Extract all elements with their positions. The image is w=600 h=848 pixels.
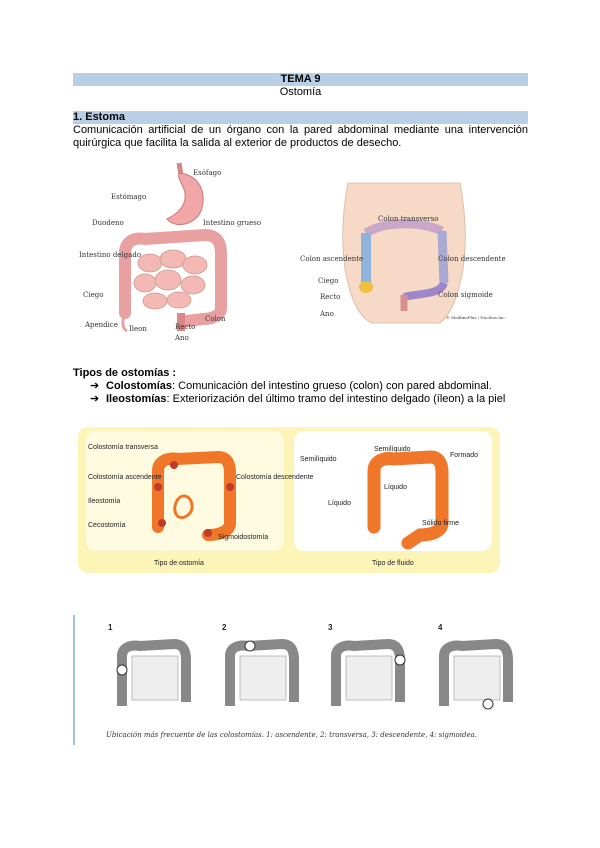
- svg-text:Colostomía transversa: Colostomía transversa: [88, 444, 159, 451]
- svg-text:Duodeno: Duodeno: [92, 219, 124, 227]
- svg-text:Recto: Recto: [175, 323, 196, 331]
- svg-text:Ileostomía: Ileostomía: [88, 498, 121, 505]
- svg-text:Cecostomía: Cecostomía: [88, 522, 126, 529]
- location-panel-2: [222, 623, 294, 706]
- svg-text:Sigmoidostomía: Sigmoidostomía: [218, 534, 269, 541]
- svg-text:Ciego: Ciego: [83, 291, 104, 299]
- svg-text:Colon ascendente: Colon ascendente: [300, 255, 364, 263]
- svg-text:Sólido firme: Sólido firme: [422, 520, 459, 527]
- digestive-system-figure: [75, 163, 262, 345]
- tipos-heading: Tipos de ostomías :: [73, 367, 177, 379]
- page-title: TEMA 9: [280, 73, 321, 85]
- svg-text:© MedlinePlus / Nucleus Inc.: © MedlinePlus / Nucleus Inc.: [446, 315, 506, 320]
- svg-text:Ano: Ano: [320, 310, 334, 318]
- svg-text:1: 1: [108, 623, 113, 632]
- svg-text:Ileon: Ileon: [129, 325, 147, 333]
- locations-caption: Ubicación más frecuente de las colostomías. 1: ascendente, 2: transversa, 3: descendente, 4: sigmoidea.: [106, 731, 478, 739]
- svg-text:4: 4: [438, 623, 443, 632]
- colon-illustration: [343, 183, 466, 323]
- svg-text:Ciego: Ciego: [318, 277, 339, 285]
- svg-text:Estómago: Estómago: [111, 193, 147, 201]
- svg-text:Colostomía ascendente: Colostomía ascendente: [88, 474, 162, 481]
- ostomy-caption-left: Tipo de ostomía: [154, 560, 204, 567]
- svg-text:Intestino grueso: Intestino grueso: [203, 219, 262, 227]
- svg-text:Colon sigmoide: Colon sigmoide: [438, 291, 493, 299]
- section-paragraph: Comunicación artificial de un órgano con la pared abdominal mediante una intervención quirúrgica que facilita la salida al exterior de productos de desecho.: [73, 124, 528, 149]
- svg-text:Formado: Formado: [450, 452, 479, 459]
- colostomy-locations-figure: [100, 620, 525, 746]
- page-subtitle: Ostomía: [279, 86, 322, 98]
- figure-left-rule: [73, 615, 75, 745]
- svg-text:Colon: Colon: [205, 315, 226, 323]
- svg-text:Ano: Ano: [175, 334, 189, 342]
- location-panel-3: [328, 623, 405, 706]
- arrow-icon: ➔: [90, 393, 100, 405]
- svg-text:Intestino delgado: Intestino delgado: [79, 251, 142, 259]
- section-heading: 1. Estoma: [73, 111, 125, 123]
- svg-text:Colon descendente: Colon descendente: [438, 255, 506, 263]
- svg-text:2: 2: [222, 623, 227, 632]
- svg-text:Semilíquido: Semilíquido: [374, 446, 411, 453]
- list-item: ➔ Colostomías: Comunicación del intestino grueso (colon) con pared abdominal.: [90, 380, 492, 392]
- svg-text:Recto: Recto: [320, 293, 341, 301]
- svg-text:Esófago: Esófago: [193, 169, 222, 177]
- svg-text:Colon transverso: Colon transverso: [378, 215, 439, 223]
- svg-text:Apendice: Apendice: [85, 321, 118, 329]
- location-panel-1: [108, 623, 186, 706]
- ostomy-caption-right: Tipo de fluido: [372, 560, 414, 567]
- svg-text:Líquido: Líquido: [384, 484, 407, 491]
- svg-text:3: 3: [328, 623, 333, 632]
- svg-text:Semilíquido: Semilíquido: [300, 456, 337, 463]
- list-item: ➔ Ileostomías: Exteriorización del último tramo del intestino delgado (íleon) a la piel: [90, 393, 506, 405]
- svg-text:Colostomía descendente: Colostomía descendente: [236, 474, 314, 481]
- colon-anatomy-figure: [300, 183, 515, 323]
- digestive-illustration: [123, 163, 221, 331]
- ostomy-types-figure: [78, 427, 500, 573]
- svg-text:Líquido: Líquido: [328, 500, 351, 507]
- location-panel-4: [438, 623, 508, 709]
- section-band: [73, 111, 528, 124]
- arrow-icon: ➔: [90, 380, 100, 392]
